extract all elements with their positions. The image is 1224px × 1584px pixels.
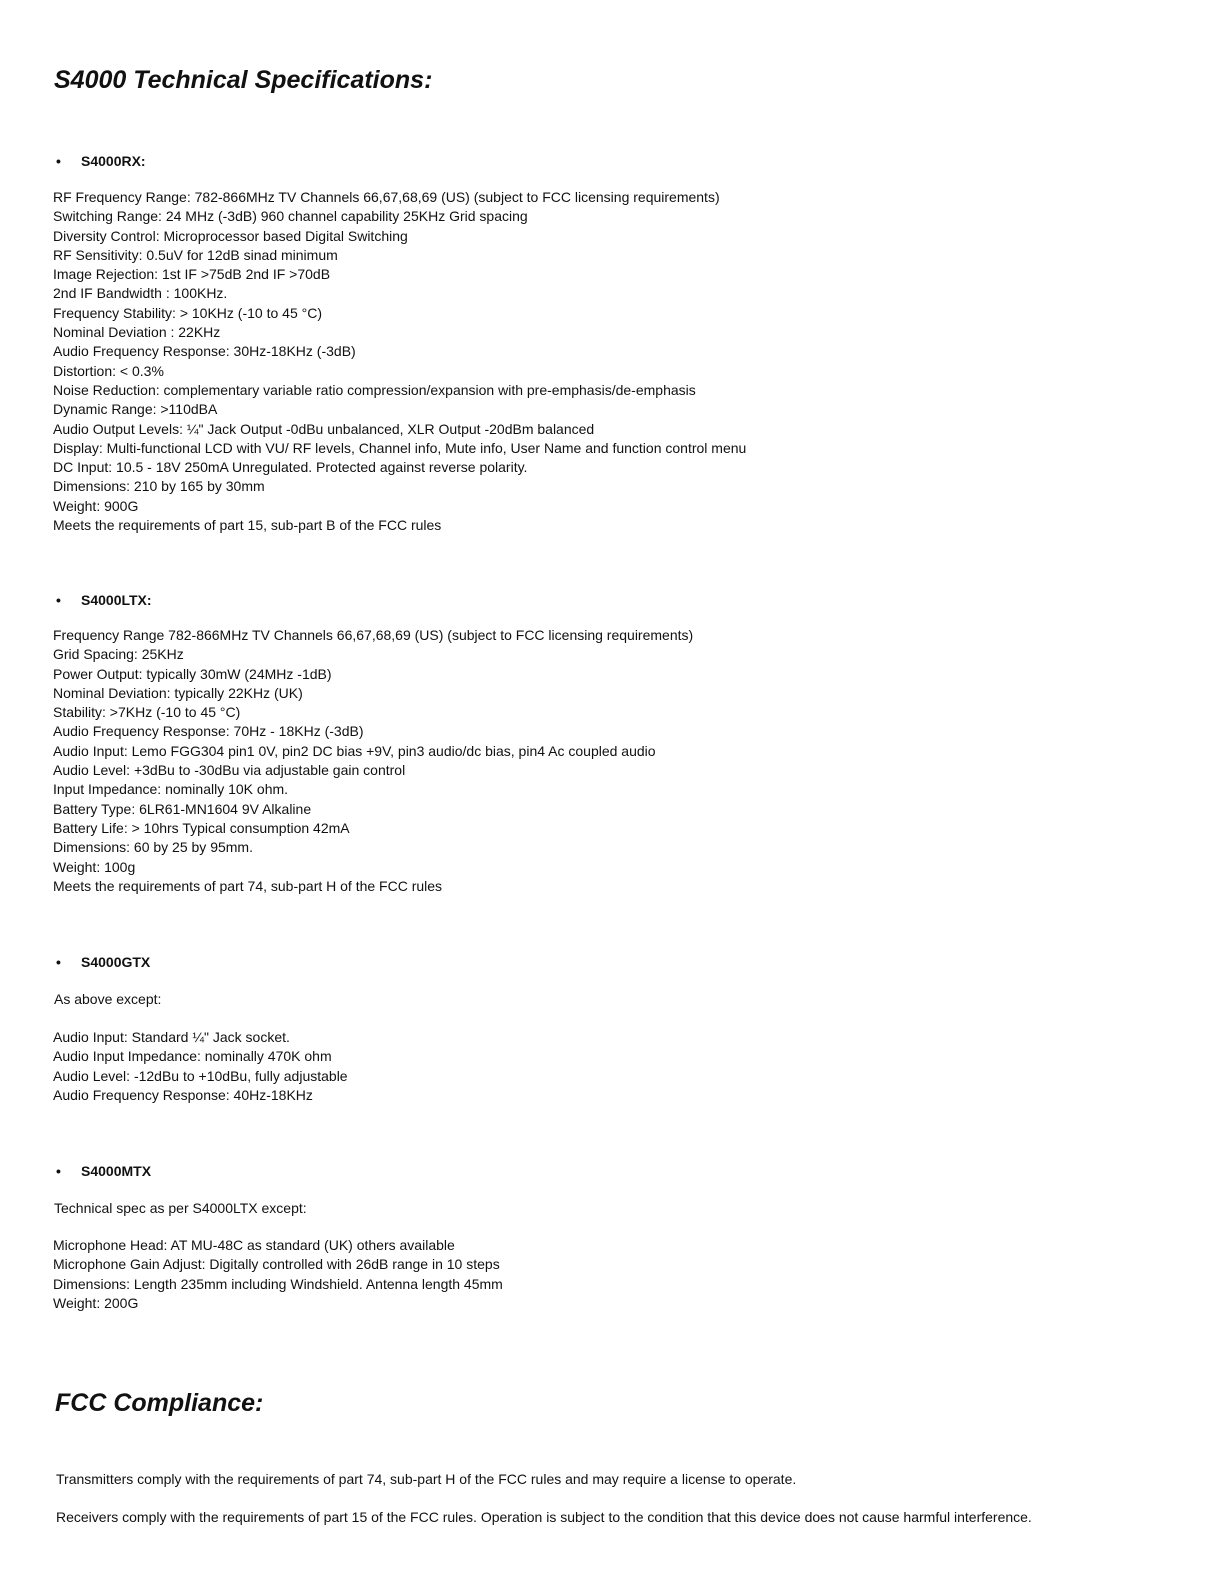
spec-item: Noise Reduction: complementary variable ratio compression/expansion with pre-emphasis/de-emphasis <box>53 381 696 398</box>
section-heading-gtx <box>56 954 150 970</box>
spec-list-ltx <box>53 626 693 896</box>
spec-item: Audio Level: +3dBu to -30dBu via adjustable gain control <box>53 762 406 779</box>
page-title: S4000 Technical Specifications: <box>54 66 433 94</box>
spec-item: Stability: >7KHz (-10 to 45 °C) <box>53 704 241 721</box>
spec-item: Input Impedance: nominally 10K ohm. <box>53 781 289 798</box>
spec-item: Audio Output Levels: ¼" Jack Output -0dBu unbalanced, XLR Output -20dBm balanced <box>53 420 595 437</box>
spec-item: Microphone Gain Adjust: Digitally controlled with 26dB range in 10 steps <box>53 1256 500 1273</box>
spec-list-mtx <box>53 1236 503 1313</box>
spec-item: RF Sensitivity: 0.5uV for 12dB sinad minimum <box>53 246 338 263</box>
section-heading-label: S4000GTX <box>81 954 151 970</box>
spec-item: Audio Frequency Response: 40Hz-18KHz <box>53 1086 313 1103</box>
spec-item: Audio Input: Standard ¼" Jack socket. <box>53 1029 290 1045</box>
spec-item: Battery Life: > 10hrs Typical consumption 42mA <box>53 819 350 836</box>
section-heading-label: S4000RX: <box>81 153 146 169</box>
spec-item: Diversity Control: Microprocessor based Digital Switching <box>53 227 408 244</box>
section-heading-ltx <box>56 592 152 608</box>
spec-item: Distortion: < 0.3% <box>53 362 164 379</box>
spec-list-gtx <box>53 1028 348 1105</box>
fcc-paragraph-transmitters: Transmitters comply with the requirements of part 74, sub-part H of the FCC rules and may require a license to operate. <box>56 1471 797 1487</box>
spec-item: 2nd IF Bandwidth : 100KHz. <box>53 285 228 302</box>
spec-item: Nominal Deviation : 22KHz <box>53 324 221 341</box>
spec-item: Dynamic Range: >110dBA <box>53 401 218 418</box>
spec-item: Dimensions: Length 235mm including Windshield. Antenna length 45mm <box>53 1275 503 1292</box>
spec-item: Switching Range: 24 MHz (-3dB) 960 channel capability 25KHz Grid spacing <box>53 208 528 225</box>
spec-item: Meets the requirements of part 15, sub-part B of the FCC rules <box>53 517 442 534</box>
spec-item: Battery Type: 6LR61-MN1604 9V Alkaline <box>53 800 312 817</box>
section-heading-mtx <box>56 1163 151 1179</box>
spec-item: Microphone Head: AT MU-48C as standard (UK) others available <box>53 1237 455 1253</box>
spec-item: Audio Frequency Response: 70Hz - 18KHz (-3dB) <box>53 723 364 740</box>
section-intro-mtx: Technical spec as per S4000LTX except: <box>54 1200 307 1216</box>
bullet-icon: • <box>56 592 61 608</box>
spec-item: Image Rejection: 1st IF >75dB 2nd IF >70dB <box>53 266 331 283</box>
bullet-icon: • <box>56 954 61 970</box>
section-heading-rx <box>56 153 146 169</box>
spec-item: Dimensions: 210 by 165 by 30mm <box>53 478 265 495</box>
spec-list-rx <box>53 188 746 535</box>
spec-item: Dimensions: 60 by 25 by 95mm. <box>53 839 253 856</box>
fcc-paragraph-receivers: Receivers comply with the requirements of part 15 of the FCC rules. Operation is subject to the condition that this device does not cause harmful interference. <box>56 1509 1032 1525</box>
spec-item: Frequency Range 782-866MHz TV Channels 66,67,68,69 (US) (subject to FCC licensing requirements) <box>53 627 694 643</box>
spec-item: Frequency Stability: > 10KHz (-10 to 45 °C) <box>53 304 322 321</box>
section-intro-gtx: As above except: <box>54 991 162 1007</box>
spec-item: Audio Level: -12dBu to +10dBu, fully adjustable <box>53 1067 348 1084</box>
spec-item: Display: Multi-functional LCD with VU/ RF levels, Channel info, Mute info, User Name and function control menu <box>53 439 747 456</box>
spec-item: Weight: 200G <box>53 1294 139 1311</box>
spec-item: Audio Input Impedance: nominally 470K ohm <box>53 1048 332 1065</box>
fcc-title: FCC Compliance: <box>55 1389 264 1417</box>
spec-item: Audio Input: Lemo FGG304 pin1 0V, pin2 DC bias +9V, pin3 audio/dc bias, pin4 Ac coupled audio <box>53 742 656 759</box>
spec-item: Meets the requirements of part 74, sub-part H of the FCC rules <box>53 877 443 894</box>
spec-item: RF Frequency Range: 782-866MHz TV Channels 66,67,68,69 (US) (subject to FCC licensing requirements) <box>53 189 720 205</box>
spec-item: Audio Frequency Response: 30Hz-18KHz (-3dB) <box>53 343 356 360</box>
spec-item: Weight: 900G <box>53 497 139 514</box>
spec-item: Weight: 100g <box>53 858 136 875</box>
spec-item: DC Input: 10.5 - 18V 250mA Unregulated. Protected against reverse polarity. <box>53 459 528 476</box>
spec-item: Grid Spacing: 25KHz <box>53 646 184 663</box>
bullet-icon: • <box>56 153 61 169</box>
spec-item: Nominal Deviation: typically 22KHz (UK) <box>53 684 303 701</box>
bullet-icon: • <box>56 1163 61 1179</box>
section-heading-label: S4000MTX <box>81 1163 152 1179</box>
section-heading-label: S4000LTX: <box>81 592 152 608</box>
spec-item: Power Output: typically 30mW (24MHz -1dB) <box>53 665 332 682</box>
